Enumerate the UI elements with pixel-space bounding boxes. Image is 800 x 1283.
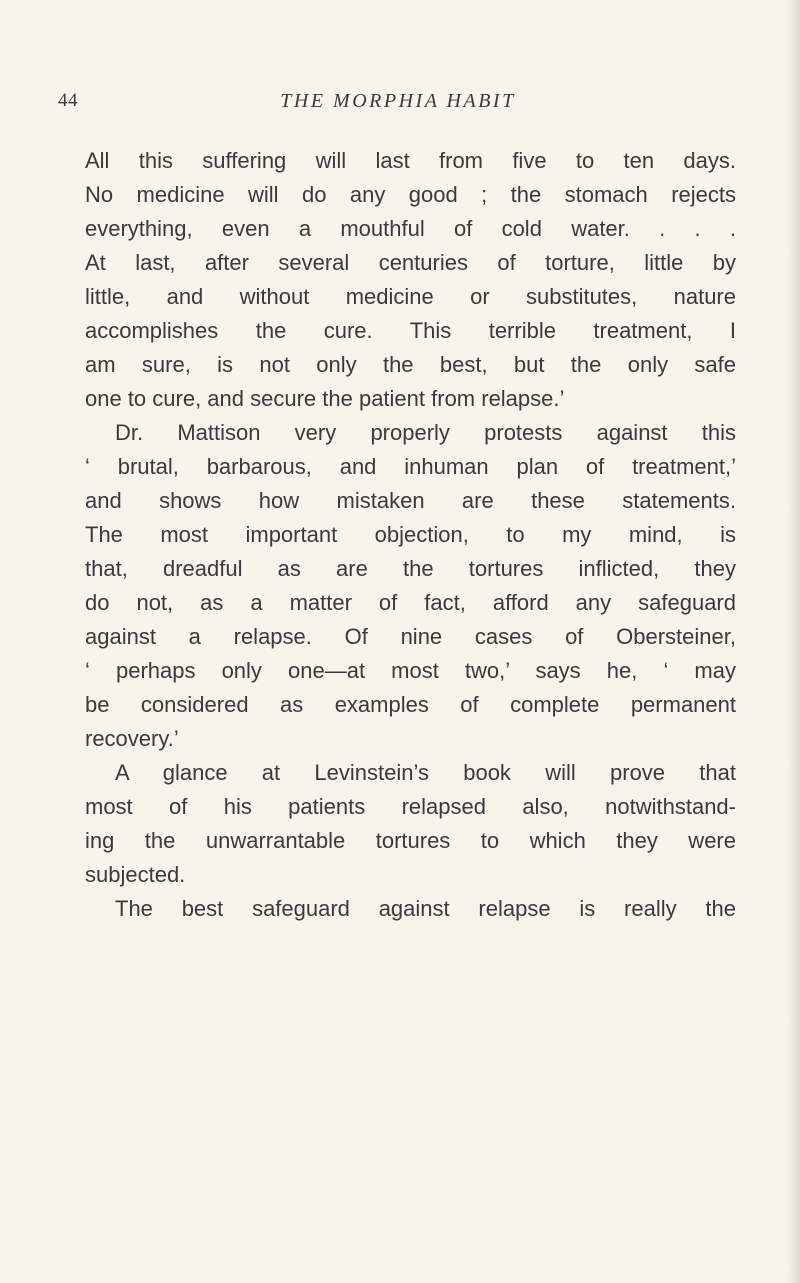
page-header [58,90,738,120]
text-line: ‘ brutal, barbarous, and inhuman plan of treatment,’ [85,454,736,479]
paragraph-4 [85,892,736,926]
paragraph-1 [85,144,736,416]
text-line: recovery.’ [85,726,179,751]
text-line: A glance at Levinstein’s book will prove that [115,760,736,785]
text-line: At last, after several centuries of torture, little by [85,250,736,275]
text-line: am sure, is not only the best, but the only safe [85,352,736,377]
text-line: subjected. [85,862,186,887]
text-line: against a relapse. Of nine cases of Obersteiner, [85,624,736,649]
text-line: All this suffering will last from five to ten days. [85,148,736,173]
text-line: one to cure, and secure the patient from relapse.’ [85,386,565,411]
running-title: THE MORPHIA HABIT [280,90,516,112]
text-line: little, and without medicine or substitutes, nature [85,284,736,309]
paragraph-2 [85,416,736,756]
text-line: and shows how mistaken are these statements. [85,488,736,513]
text-line: be considered as examples of complete permanent [85,692,736,717]
text-line: that, dreadful as are the tortures inflicted, they [85,556,736,581]
page-number: 44 [58,90,78,111]
body-text [85,144,736,926]
text-line: ‘ perhaps only one—at most two,’ says he, ‘ may [85,658,736,683]
text-line: everything, even a mouthful of cold water. . . . [85,216,736,241]
text-line: No medicine will do any good ; the stomach rejects [85,182,736,207]
page-edge-shadow [786,0,800,1283]
paragraph-3 [85,756,736,892]
text-line: Dr. Mattison very properly protests against this [115,420,736,445]
text-line: accomplishes the cure. This terrible treatment, I [85,318,736,343]
text-line: ing the unwarrantable tortures to which they were [85,828,736,853]
text-line: do not, as a matter of fact, afford any safeguard [85,590,736,615]
text-line: most of his patients relapsed also, notwithstand- [85,794,736,819]
text-line: The most important objection, to my mind, is [85,522,736,547]
text-line: The best safeguard against relapse is really the [115,896,736,921]
